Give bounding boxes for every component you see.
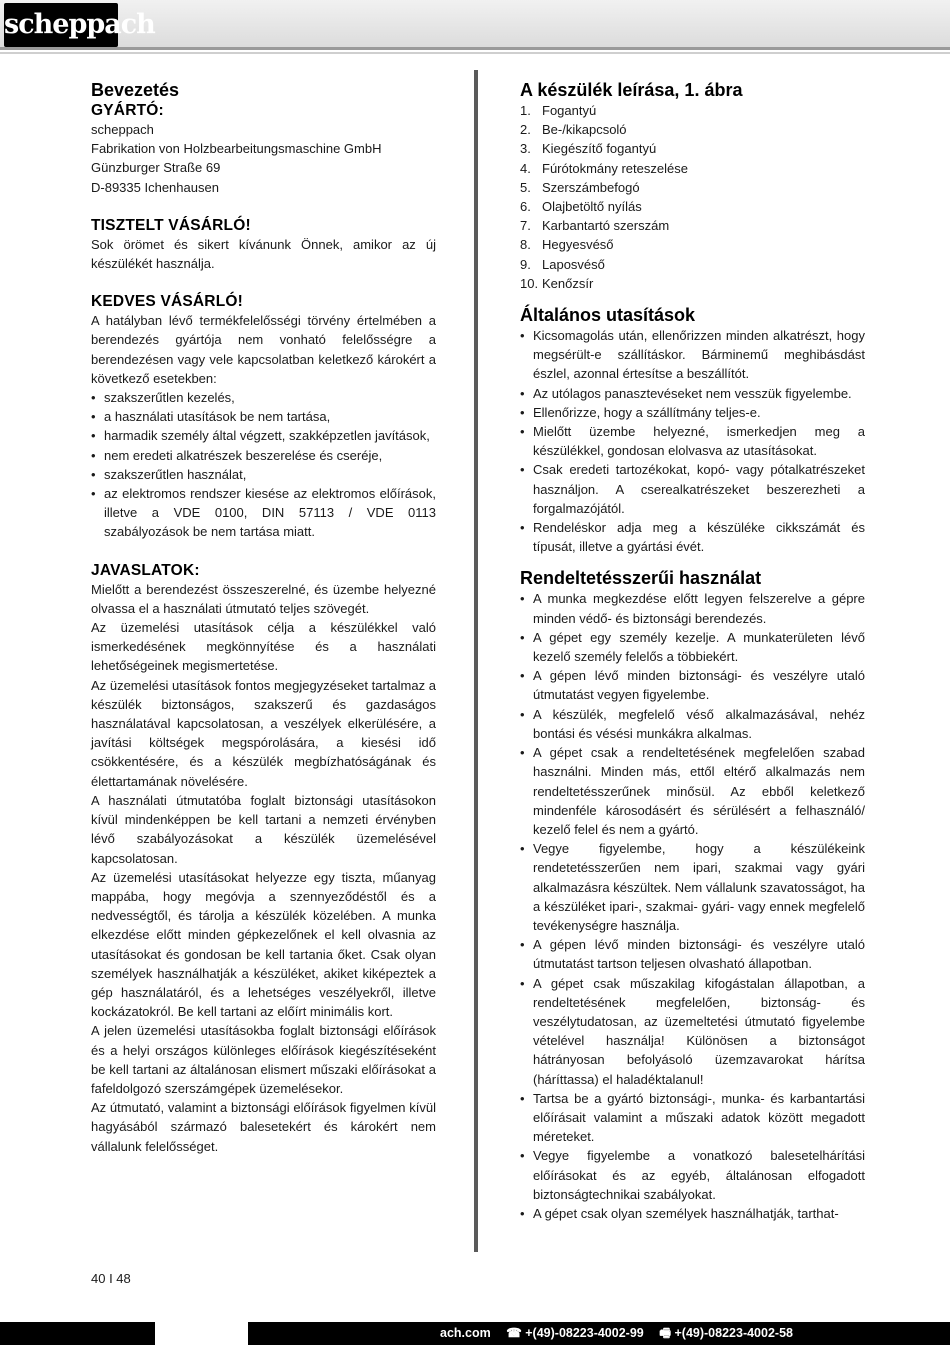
page-number: 40 I 48: [91, 1271, 131, 1286]
list-item: 7. Karbantartó szerszám: [520, 218, 670, 234]
paragraph: Az üzemelési utasításokat helyezze egy tiszta, műanyag mappába, hogy megóvja a szennyeződéstől és a nedvességtől, és tárolja a készülék közelében. A munka elkezdése előtt minden gépkezelőnek el kell olvasnia az utasításokat és gondosan be kell tartania őket. Csak olyan személyek használhatják a készüléket, akiket kiképeztek a gép használatáról, és a lehetséges veszélyekről, illetve kockázatokról. Be kell tartani az előírt minimális kort.: [91, 869, 436, 1020]
list-item: 3. Kiegészítő fogantyú: [520, 141, 657, 157]
list-item: • A gépet csak olyan személyek használhatják, tarthat-: [520, 1204, 865, 1223]
footer-contact: [440, 1322, 805, 1345]
list-item: • Csak eredeti tartozékokat, kopó- vagy pótalkatrészeket használjon. A cserealkatrészeket beszerezheti a forgalmazójától.: [520, 460, 865, 518]
footer-web: ach.com: [440, 1326, 491, 1340]
dear-customer-text: Sok örömet és sikert kívánunk Önnek, amikor az új készülékét használja.: [91, 236, 436, 272]
list-item: • szakszerűtlen használat,: [91, 465, 436, 484]
paragraph: Az útmutató, valamint a biztonsági előírások figyelmen kívül hagyásából származó balesetekért és károkért nem vállalunk felelősséget.: [91, 1100, 436, 1154]
list-item: • Vegye figyelembe a vonatkozó balesetelhárítási előírásokat és az egyéb, általánosan elfogadott biztonságtechnikai szabályokat.: [520, 1146, 865, 1204]
address-line: scheppach: [91, 122, 154, 137]
list-item: • Tartsa be a gyártó biztonsági-, munka- és karbantartási előírásait valamint a műszaki adatok között megadott méreteket.: [520, 1089, 865, 1147]
intended-use-list: [520, 589, 865, 1223]
list-item: • Ellenőrizze, hogy a szállítmány teljes-e.: [520, 403, 865, 422]
list-item: • szakszerűtlen kezelés,: [91, 388, 436, 407]
list-item: 1. Fogantyú: [520, 103, 597, 118]
list-item: • Kicsomagolás után, ellenőrizzen minden alkatrészt, hogy megsérült-e szállításkor. Bárminemű meghibásdást észlel, azonnal értesítse a beszállítót.: [520, 326, 865, 384]
device-description-title: A készülék leírása, 1. ábra: [520, 80, 743, 100]
manufacturer-heading: GYÁRTÓ:: [91, 102, 164, 119]
list-item: • Vegye figyelembe, hogy a készülékeink rendetetésszerűen nem ipari, szakmai vagy gyári alkalmazásra készültek. Nem vállalunk szavatosságot, ha a készüléket ipari-, szakmai- gyári- vagy ennek megfelelő tevékenységre használja.: [520, 839, 865, 935]
list-item: • Rendeléskor adja meg a készüléke cikkszámát és típusát, illetve a gyártási évét.: [520, 518, 865, 556]
recommendations-heading: JAVASLATOK:: [91, 561, 200, 579]
paragraph: Mielőtt a berendezést összeszerelné, és üzembe helyezné olvassa el a használati útmutató teljes szövegét.: [91, 581, 436, 616]
footer-phone: ☎ +(49)-08223-4002-99: [506, 1326, 644, 1340]
list-item: • Az utólagos panasztevéseket nem vesszük figyelembe.: [520, 384, 865, 403]
right-column: [520, 80, 865, 1223]
list-item: • harmadik személy által végzett, szakképzetlen javítások,: [91, 426, 436, 445]
address-line: D-89335 Ichenhausen: [91, 179, 219, 195]
column-divider: [474, 70, 478, 1252]
paragraph: A használati útmutatóba foglalt biztonsági utasításokon kívül mindenképpen be kell tartani a nemzeti érvényben lévő szabályozásokat a készülék üzemelésével kapcsolatosan.: [91, 792, 436, 866]
list-item: • A munka megkezdése előtt legyen felszerelve a gépre minden védő- és biztonsági berendezés.: [520, 589, 865, 627]
left-column: [91, 80, 436, 1156]
general-instructions-list: [520, 326, 865, 556]
header-bar: [0, 0, 950, 50]
paragraph: A jelen üzemelési utasításokba foglalt biztonsági előírások és a helyi országos különleges előírások kiegészítéseként be kell tartani az általánosan elismert műszaki előírásokat a fafeldolgozó szerszámgépek üzemelésekor.: [91, 1023, 436, 1096]
list-item: • A készülék, megfelelő véső alkalmazásával, nehéz bontási és vésési munkákra alkalmas.: [520, 705, 865, 743]
header-divider: [0, 52, 950, 54]
list-item: 10. Kenőzsír: [520, 275, 594, 291]
list-item: • nem eredeti alkatrészek beszerelése és cseréje,: [91, 446, 436, 465]
dear-customer-heading: TISZTELT VÁSÁRLÓ!: [91, 216, 251, 234]
paragraph: Az üzemelési utasítások fontos megjegyzéseket tartalmaz a készülék biztonságos, szakszerű és gazdaságos használatával kapcsolatosan, a veszélyek elkerülésére, a javítási költségek megspórolására, a kiesési idő csökkentésére, és a készülék megbízhatóságának és élettartamának növelésére.: [91, 677, 436, 789]
list-item: • A gépet csak műszakilag kifogástalan állapotban, a rendeltetésének megfelelően, biztonság- és veszélytudatosan, az üzemeltetési útmutató figyelembe vételével használja! Különösen a biztonságot hátrányosan befolyásoló üzemzavarokat hárítsa (háríttassa) el haladéktalanul!: [520, 974, 865, 1089]
dear-customer-heading-2: KEDVES VÁSÁRLÓ!: [91, 293, 243, 311]
general-instructions-title: Általános utasítások: [520, 305, 696, 326]
manufacturer-address: [91, 120, 436, 197]
address-line: Günzburger Straße 69: [91, 160, 221, 176]
intro-title: Bevezetés: [91, 80, 180, 100]
intended-use-title: Rendeltetésszerűi használat: [520, 568, 762, 589]
parts-list: [520, 101, 865, 293]
list-item: 4. Fúrótokmány reteszelése: [520, 160, 688, 176]
address-line: Fabrikation von Holzbearbeitungsmaschine GmbH: [91, 141, 382, 157]
list-item: • a használati utasítások be nem tartása,: [91, 407, 436, 426]
list-item: 6. Olajbetöltő nyílás: [520, 199, 642, 215]
scheppach-logo: scheppach: [4, 3, 118, 47]
liability-list: [91, 388, 436, 542]
list-item: • Mielőtt üzembe helyezné, ismerkedjen meg a készülékkel, gondosan elolvasva az utasításokat.: [520, 422, 865, 460]
list-item: 9. Laposvéső: [520, 256, 605, 272]
liability-intro: A hatályban lévő termékfelelősségi törvény értelmében a berendezés gyártója nem vonható felelősségre a berendezésen vagy vele kapcsolatban keletkező károkért a következő esetekben:: [91, 313, 436, 386]
list-item: • A gépen lévő minden biztonsági- és veszélyre utaló útmutatást tartson teljesen olvasható állapotban.: [520, 935, 865, 973]
footer-gap: [155, 1322, 248, 1345]
paragraph: Az üzemelési utasítások célja a készülékkel való ismerkedésének megkönnyítése és a használati lehetőségeinek megismertetése.: [91, 620, 436, 674]
footer-fax: 🖷 +(49)-08223-4002-58: [659, 1326, 793, 1340]
list-item: 5. Szerszámbefogó: [520, 179, 640, 195]
list-item: • az elektromos rendszer kiesése az elektromos előírások, illetve a VDE 0100, DIN 57113 / VDE 0113 szabályozások be nem tartása miatt.: [91, 484, 436, 542]
list-item: • A gépen lévő minden biztonsági- és veszélyre utaló útmutatást vegyen figyelembe.: [520, 666, 865, 704]
list-item: • A gépet csak a rendeltetésének megfelelően szabad használni. Minden más, ettől eltérő alkalmazás nem rendeltetésszerűnek minősül. Az ebből keletkező mindenféle károsodásért és sérülésért a felhasználó/ kezelő felel és nem a gyártó.: [520, 743, 865, 839]
list-item: 8. Hegyesvéső: [520, 237, 614, 253]
list-item: 2. Be-/kikapcsoló: [520, 122, 627, 138]
list-item: • A gépet egy személy kezelje. A munkaterületen lévő kezelő személy felelős a többiekért.: [520, 628, 865, 666]
